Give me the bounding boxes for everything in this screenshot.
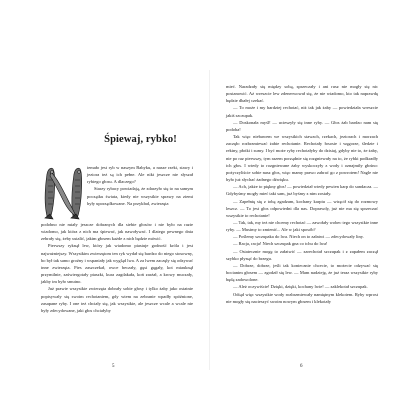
paragraph: iemało jest ryb w naszym Babyku, a nasze rzeki, stawy i jeziora też są ich pełne. Ale nikt jeszcze nie słyszał rybiego głosu. A dlaczego?	[87, 165, 193, 185]
paragraph: podobno nie miały jeszcze dobranych dla siebie głosów i nie było na razie wiadomo, jak która z nich ma śpiewać, jak nawoływać. I dlatego pewnego dnia zebrały się, żeby ustalić, jakim głosem każde z nich będzie mówić.	[41, 222, 193, 242]
paragraph: — Ach, jakże to piękny głos! — powiedział wtedy pewien karp do sandacza. — Gdybyśmy mogły mieć taki sam, już byśmy z nim zostały.	[226, 184, 378, 197]
chapter-title: Śpiewaj, rybko!	[104, 134, 177, 145]
paragraph: Tak więc niebawem we wszystkich stawach, rzekach, jeziorach i morzach zaczęło rozbrzmiewać żabie rechotanie. Rechotały łososie i węgorze, śledzie i rekiny, płotki i sumy. I być może ryby rechotałyby do dzisiaj, gdyby nie to, że żaby, nie po raz pierwszy, tym razem porządnie się rozgniewały na to, że rybki podkradły ich głos. I wtedy to rozgniewane żaby wyskoczyły z wody i oznajmiły głośno: pożyczyliście sobie nasz głos, więc mamy prawo zabrać go z powrotem! Nagle nie było już słychać żadnego dźwięku.	[226, 134, 378, 183]
dropcap-initial-illustration	[41, 164, 85, 220]
paragraph: Już prawie wszystkie zwierzęta dobrały sobie głosy i tylko żaby jako ostatnie popisywały się swoim rechotaniem, gdy wtem na zebranie wpadły spóźnione, zasapane ryby. I one też chciały się, jak wszystkie, ale jeszcze wcale a wcale nie były zdecydowane, jaki głos chciałyby	[41, 286, 193, 313]
paragraph: — To może i my bardziej rechotać, niż tak jak żaby — powiedziała wreszcie jakiś szczupak.	[226, 105, 378, 118]
paragraph: — Ależ oczywiście! Dzięki, dzięki, kochany lwie! — zaklekotał szczupak.	[233, 284, 368, 290]
page-number: 6	[300, 364, 303, 369]
paragraph: — Ostatecznie mogę to załatwić — zarechotał szczupak i z zapałem zaczął szybko płynąć do brzegu.	[226, 248, 378, 261]
paragraph: Starzy rybacy powiadają, że zdarzyło się to na samym początku świata, kiedy nie wszystkie sprawy na ziemi były uporządkowane. Na przykład, zwierzęta	[87, 186, 193, 206]
paragraph: Pierwszy ryknął lew, który jak wiadomo piastuje godność króla i jest najważniejszy. Wszystkim zwierzętom ten ryk wydał się bardzo do niego stosowny, bo był tak samo groźny i wspaniały jak wygląd lwa. A za lwem zaczęły się odzywać inne zwierzęta. Pies zaszczekał, owce beczały, gęsi gęgały, kot miauknął przymilnie, zaświergotały ptaszki, kura zagdakała, koń zarżał, a krowy muczały, jakby im było smutno.	[41, 243, 193, 285]
paragraph: — Tak, tak, my też nie chcemy rechotać — zawołały wobec tego wszystkie inne ryby. — Musimy to zmienić... Ale w jaki sposób?	[226, 219, 378, 233]
left-text-top	[87, 164, 193, 207]
paragraph: — Dobrze, dobrze, jeśli tak koniecznie chcecie, to możecie odzywać się bocianim głosem — zgodził się lew. — Mam nadzieję, że już teraz wszystkie ryby będą zadowolone.	[226, 262, 378, 283]
paragraph: — Zapełnię się z tobą zgadzam, kochany karpiu — wtrącił się do rozmowy leszcz. — To jest głos odpowiedni dla nas. Doprawdy, już nie ma się sprzeczać wszystkie to rechotanie!	[226, 198, 378, 218]
right-text	[226, 83, 378, 305]
left-text-bottom	[41, 221, 193, 314]
paragraph: — Doskonała myśl! — ucieszyły się inne ryby. — Głos żab bardzo nam się podoba!	[226, 119, 378, 132]
page-number: 5	[112, 364, 115, 369]
right-page	[210, 0, 420, 420]
paragraph: — Poślemy szczupaka do lwa. Niech on to załatwi — zdecydowały liny.	[233, 234, 364, 240]
paragraph: mieć. Naradzały się między sobą, sprzeczały i ani rusz nie mogły się nic postanowić. Aż wreszcie lew zdenerwował się, że nie wiadomo, kto tak naprawdę będzie dbałej czekać.	[226, 84, 378, 104]
paragraph: — Racja, racja! Niech szczupak gna co tchu do lwa!	[233, 241, 328, 247]
paragraph: Odtąd więc wszystkie wody rozbrzmiewały namiętnym klekotem. Ryby wprost nie mogły się nacieszyć swoim nowym głosem i klekotały	[226, 291, 378, 304]
